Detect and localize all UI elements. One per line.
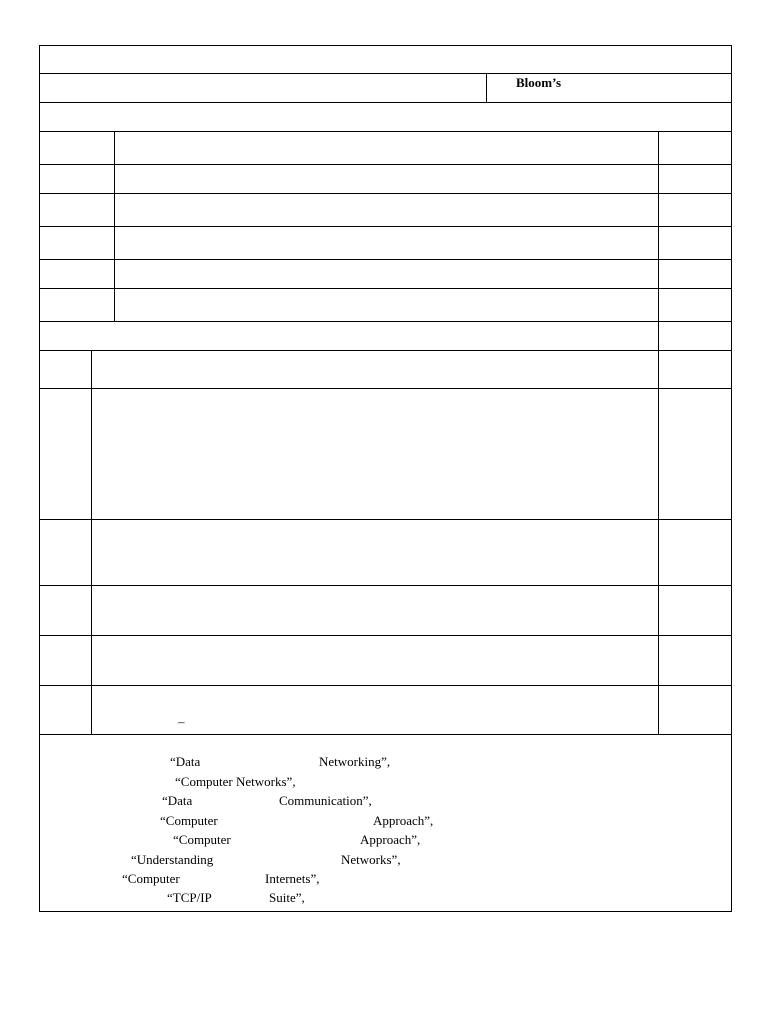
row-divider <box>39 73 732 74</box>
row-divider <box>39 259 732 260</box>
row-divider <box>39 635 732 636</box>
row-divider <box>39 321 732 322</box>
column-divider <box>486 73 487 103</box>
row-divider <box>39 388 732 389</box>
reference-title-end: Internets”, <box>265 871 320 886</box>
reference-title-start: “Computer <box>173 832 231 847</box>
row-divider <box>39 288 732 289</box>
reference-title-end: Approach”, <box>360 832 421 847</box>
table-border-top <box>39 45 732 46</box>
reference-title-end: Networking”, <box>319 754 391 769</box>
reference-title-end: Approach”, <box>373 813 434 828</box>
reference-title-start: “Computer <box>122 871 180 886</box>
reference-title-start: “Computer Networks”, <box>175 774 296 789</box>
row-divider <box>39 734 732 735</box>
row-divider <box>39 585 732 586</box>
column-divider <box>658 131 659 735</box>
row-divider <box>39 226 732 227</box>
reference-title-end: Networks”, <box>341 852 401 867</box>
unit-dash: – <box>178 714 185 729</box>
row-divider <box>39 164 732 165</box>
row-divider <box>39 102 732 103</box>
row-divider <box>39 685 732 686</box>
reference-title-start: “Data <box>170 754 201 769</box>
row-divider <box>39 350 732 351</box>
reference-title-start: “Computer <box>160 813 218 828</box>
reference-title-end: Communication”, <box>279 793 372 808</box>
row-divider <box>39 519 732 520</box>
reference-title-end: Suite”, <box>269 890 305 905</box>
reference-title-start: “Understanding <box>131 852 214 867</box>
column-divider <box>114 131 115 322</box>
row-divider <box>39 193 732 194</box>
reference-title-start: “TCP/IP <box>167 890 212 905</box>
reference-title-start: “Data <box>162 793 193 808</box>
table-border-bottom <box>39 911 732 912</box>
table-border-right <box>731 45 732 912</box>
row-divider <box>39 131 732 132</box>
table-border-left <box>39 45 40 912</box>
column-divider <box>91 350 92 735</box>
blooms-header: Bloom’s <box>516 75 562 90</box>
